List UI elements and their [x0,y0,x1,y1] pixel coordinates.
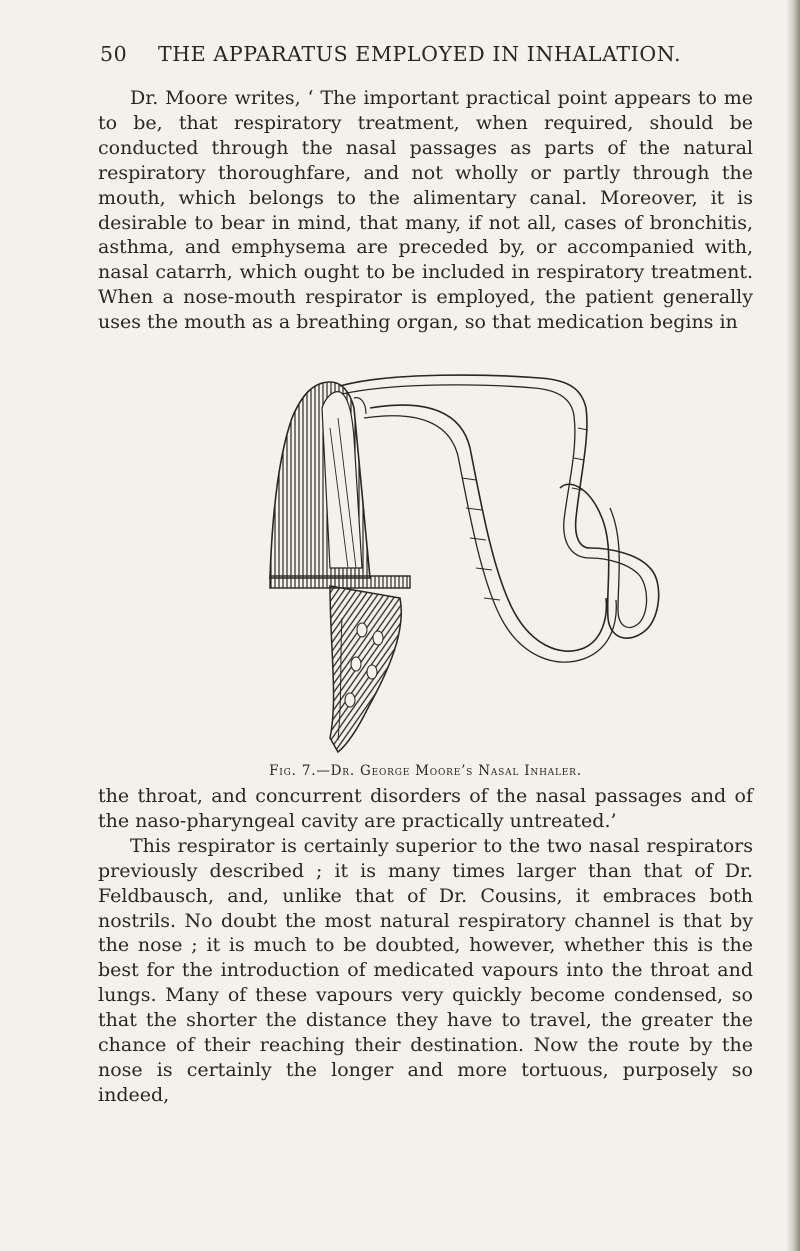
page-spine-shadow [786,0,800,1251]
figure-caption: Fig. 7.—Dr. George Moore’s Nasal Inhaler. [269,763,582,779]
text-block-before-figure [98,86,753,335]
nasal-inhaler-illustration [230,368,690,760]
paragraph: Dr. Moore writes, ‘ The important practical point appears to me to be, that respiratory treatment, when required, should be conducted through the nasal passages as parts of the natural respiratory thoroughfare, and not wholly or partly through the mouth, which belongs to the alimentary canal. Moreover, it is desirable to bear in mind, that many, if not all, cases of bronchitis, asthma, and emphysema are preceded by, or accompanied with, nasal catarrh, which ought to be included in respiratory treatment. When a nose-mouth respirator is employed, the patient generally uses the mouth as a breathing organ, so that medication begins in [98,87,753,334]
running-header [100,42,720,66]
paragraph: the throat, and concurrent disorders of the nasal passages and of the naso-pharyngeal cavity are practically untreated.’ [98,785,753,832]
inhaler-body [270,382,410,752]
page-number: 50 [100,42,128,66]
paragraph: This respirator is certainly superior to the two nasal respirators previously described ; it is many times larger than that of Dr. Feldbausch, and, unlike that of Dr. Cousins, it embraces both nostrils. No doubt the most natural respiratory channel is that by the nose ; it is much to be doubted, however, whether this is the best for the introduction of medicated vapours into the throat and lungs. Many of these vapours very quickly become condensed, so that the shorter the distance they have to travel, the greater the chance of their reaching their destination. Now the route by the nose is certainly the longer and more tortuous, purposely so indeed, [98,834,753,1106]
text-block-after-figure [98,784,753,1108]
running-title: THE APPARATUS EMPLOYED IN INHALATION. [158,42,682,66]
